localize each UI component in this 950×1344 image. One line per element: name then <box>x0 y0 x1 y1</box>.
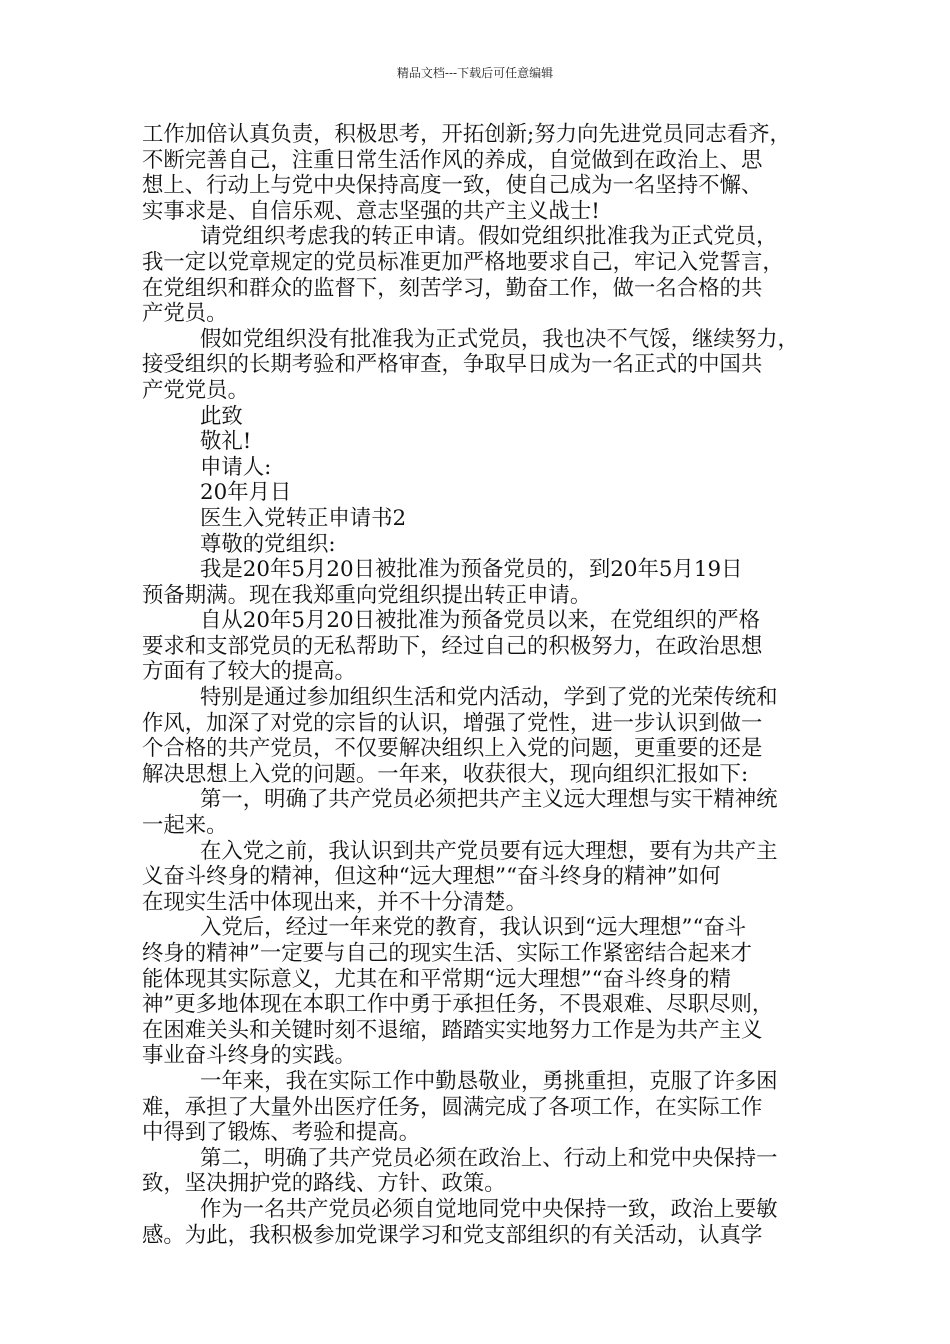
text-line: 神”更多地体现在本职工作中勇于承担任务，不畏艰难、尽职尽则， <box>142 992 774 1018</box>
text-line: 解决思想上入党的问题。一年来，收获很大，现向组织汇报如下: <box>142 761 749 787</box>
text-line: 特别是通过参加组织生活和党内活动，学到了党的光荣传统和 <box>200 685 778 711</box>
text-line: 作为一名共产党员必须自觉地同党中央保持一致，政治上要敏 <box>200 1196 778 1222</box>
text-line: 申请人: <box>200 454 272 480</box>
text-line: 20年月日 <box>200 480 292 506</box>
text-line: 个合格的共产党员，不仅要解决组织上入党的问题，更重要的还是 <box>142 736 763 762</box>
text-line: 自从20年5月20日被批准为预备党员以来，在党组织的严格 <box>200 608 761 634</box>
text-line: 医生入党转正申请书2 <box>200 505 407 531</box>
text-line: 产党员。 <box>142 301 228 327</box>
text-line: 在现实生活中体现出来，并不十分清楚。 <box>142 889 528 915</box>
text-line: 在入党之前，我认识到共产党员要有远大理想，要有为共产主 <box>200 838 778 864</box>
text-line: 工作加倍认真负责，积极思考，开拓创新;努力向先进党员同志看齐， <box>142 122 791 147</box>
text-line: 作风，加深了对党的宗旨的认识，增强了党性，进一步认识到做一 <box>142 710 763 736</box>
text-line: 能体现其实际意义，尤其在和平常期“远大理想”“奋斗终身的精 <box>142 966 731 992</box>
text-line: 我一定以党章规定的党员标准更加严格地要求自己，牢记入党誓言， <box>142 249 784 275</box>
text-line: 难，承担了大量外出医疗任务，圆满完成了各项工作，在实际工作 <box>142 1094 763 1120</box>
text-line: 义奋斗终身的精神，但这种“远大理想”“奋斗终身的精神”如何 <box>142 864 721 890</box>
page-header: 精品文档---下载后可任意编辑 <box>396 66 554 80</box>
text-line: 入党后，经过一年来党的教育，我认识到“远大理想”“奋斗 <box>200 915 747 941</box>
text-line: 第二，明确了共产党员必须在政治上、行动上和党中央保持一 <box>200 1145 778 1171</box>
text-line: 接受组织的长期考验和严格审查，争取早日成为一名正式的中国共 <box>142 352 763 378</box>
text-line: 一起来。 <box>142 813 228 839</box>
text-line: 假如党组织没有批准我为正式党员，我也决不气馁，继续努力， <box>200 326 799 352</box>
text-line: 在党组织和群众的监督下，刻苦学习，勤奋工作，做一名合格的共 <box>142 275 763 301</box>
text-line: 想上、行动上与党中央保持高度一致，使自己成为一名坚持不懈、 <box>142 173 763 199</box>
text-line: 终身的精神”一定要与自己的现实生活、实际工作紧密结合起来才 <box>142 941 752 966</box>
text-line: 要求和支部党员的无私帮助下，经过自己的积极努力，在政治思想 <box>142 633 763 659</box>
text-line: 不断完善自己，注重日常生活作风的养成，自觉做到在政治上、思 <box>142 147 763 173</box>
text-line: 实事求是、自信乐观、意志坚强的共产主义战士! <box>142 198 600 224</box>
text-line: 此致 <box>200 403 243 429</box>
text-line: 中得到了锻炼、考验和提高。 <box>142 1120 421 1146</box>
text-line: 尊敬的党组织: <box>200 531 336 557</box>
text-line: 预备期满。现在我郑重向党组织提出转正申请。 <box>142 582 592 608</box>
text-line: 一年来，我在实际工作中勤恳敬业，勇挑重担，克服了许多困 <box>200 1068 778 1094</box>
text-line: 方面有了较大的提高。 <box>142 659 356 685</box>
text-line: 在困难关头和关键时刻不退缩，踏踏实实地努力工作是为共产主义 <box>142 1017 763 1043</box>
document-body <box>142 122 808 1248</box>
text-line: 我是20年5月20日被批准为预备党员的，到20年5月19日 <box>200 557 743 583</box>
text-line: 敬礼! <box>200 429 252 455</box>
text-line: 事业奋斗终身的实践。 <box>142 1043 356 1069</box>
text-line: 致，坚决拥护党的路线、方针、政策。 <box>142 1171 506 1197</box>
text-line: 产党党员。 <box>142 377 249 403</box>
text-line: 请党组织考虑我的转正申请。假如党组织批准我为正式党员， <box>200 224 778 250</box>
text-line: 感。为此，我积极参加党课学习和党支部组织的有关活动，认真学 <box>142 1222 763 1248</box>
text-line: 第一，明确了共产党员必须把共产主义远大理想与实干精神统 <box>200 787 778 813</box>
